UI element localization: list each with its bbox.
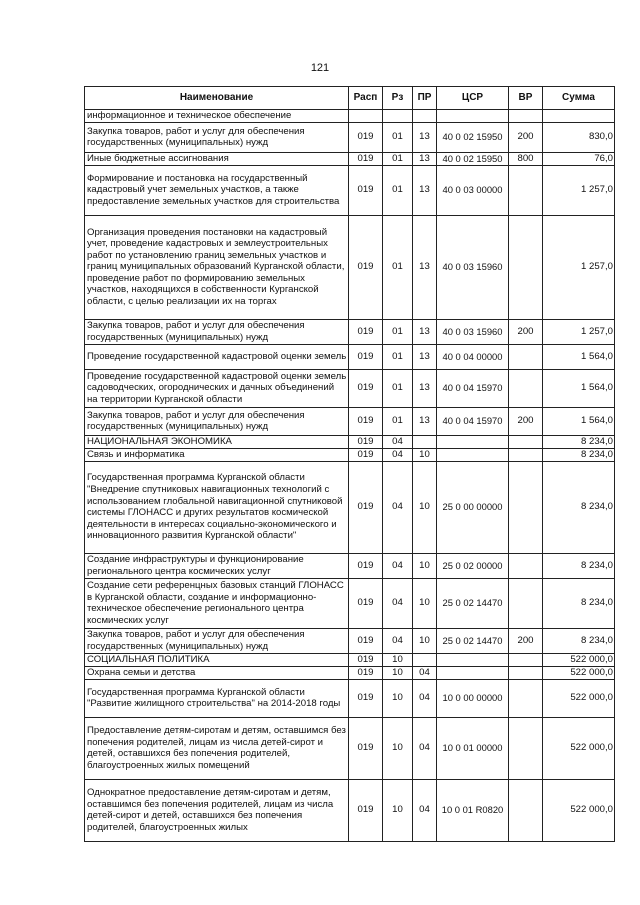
row-sum: 830,0 [543, 122, 615, 152]
row-csr: 10 0 01 R0820 [437, 779, 509, 841]
row-csr: 40 0 03 15960 [437, 319, 509, 344]
row-name: НАЦИОНАЛЬНАЯ ЭКОНОМИКА [85, 435, 349, 448]
row-rasp: 019 [349, 152, 383, 165]
row-name: Закупка товаров, работ и услуг для обеспечения государственных (муниципальных) нужд [85, 319, 349, 344]
table-row [85, 717, 615, 779]
row-vr [509, 344, 543, 369]
row-rz: 01 [383, 122, 413, 152]
row-sum: 522 000,0 [543, 779, 615, 841]
row-vr [509, 215, 543, 319]
table-row [85, 679, 615, 717]
row-rz: 01 [383, 369, 413, 407]
row-csr [437, 653, 509, 666]
row-pr [413, 110, 437, 123]
row-sum: 522 000,0 [543, 653, 615, 666]
row-pr: 10 [413, 461, 437, 553]
row-csr [437, 666, 509, 679]
row-rasp: 019 [349, 407, 383, 435]
row-rasp: 019 [349, 319, 383, 344]
row-rasp: 019 [349, 779, 383, 841]
row-pr: 13 [413, 319, 437, 344]
row-csr: 40 0 04 15970 [437, 407, 509, 435]
table-row [85, 653, 615, 666]
row-sum: 8 234,0 [543, 461, 615, 553]
row-vr [509, 717, 543, 779]
page-number: 121 [310, 62, 330, 74]
table-row [85, 152, 615, 165]
row-rz: 04 [383, 461, 413, 553]
row-rz: 04 [383, 448, 413, 461]
row-pr: 13 [413, 215, 437, 319]
budget-table [84, 86, 615, 842]
row-name: информационное и техническое обеспечение [85, 110, 349, 123]
row-rz: 04 [383, 628, 413, 653]
row-csr: 40 0 02 15950 [437, 152, 509, 165]
row-rasp: 019 [349, 461, 383, 553]
table-row [85, 779, 615, 841]
row-csr [437, 435, 509, 448]
row-sum: 8 234,0 [543, 448, 615, 461]
row-csr: 40 0 04 00000 [437, 344, 509, 369]
row-pr: 04 [413, 666, 437, 679]
row-name: Предоставление детям-сиротам и детям, оставшимся без попечения родителей, лицам из числа детей-сирот и детей, оставшихся без попечения родителей, благоустроенных жилых помещений [85, 717, 349, 779]
row-vr: 200 [509, 319, 543, 344]
row-rz [383, 110, 413, 123]
row-name: Проведение государственной кадастровой оценки земель [85, 344, 349, 369]
row-vr [509, 666, 543, 679]
row-vr [509, 679, 543, 717]
row-pr [413, 653, 437, 666]
row-rasp: 019 [349, 165, 383, 215]
row-vr: 200 [509, 628, 543, 653]
table-row [85, 215, 615, 319]
row-name: СОЦИАЛЬНАЯ ПОЛИТИКА [85, 653, 349, 666]
row-pr: 10 [413, 578, 437, 628]
table-row [85, 319, 615, 344]
row-rasp: 019 [349, 435, 383, 448]
row-sum: 1 564,0 [543, 369, 615, 407]
column-header-rz: Рз [383, 87, 413, 110]
row-rasp: 019 [349, 717, 383, 779]
row-sum: 1 257,0 [543, 215, 615, 319]
row-name: Закупка товаров, работ и услуг для обеспечения государственных (муниципальных) нужд [85, 628, 349, 653]
row-rz: 10 [383, 779, 413, 841]
table-row [85, 165, 615, 215]
row-pr: 04 [413, 779, 437, 841]
table-row [85, 628, 615, 653]
row-pr: 04 [413, 679, 437, 717]
row-rz: 10 [383, 666, 413, 679]
row-vr [509, 653, 543, 666]
row-rasp: 019 [349, 448, 383, 461]
table-row [85, 407, 615, 435]
row-name: Закупка товаров, работ и услуг для обеспечения государственных (муниципальных) нужд [85, 407, 349, 435]
row-csr: 40 0 03 15960 [437, 215, 509, 319]
row-sum: 76,0 [543, 152, 615, 165]
row-rz: 10 [383, 717, 413, 779]
row-rasp: 019 [349, 578, 383, 628]
row-vr [509, 448, 543, 461]
column-header-pr: ПР [413, 87, 437, 110]
row-rz: 01 [383, 319, 413, 344]
row-pr: 04 [413, 717, 437, 779]
column-header-csr: ЦСР [437, 87, 509, 110]
row-name: Государственная программа Курганской области "Внедрение спутниковых навигационных технологий с использованием глобальной навигационной спутниковой системы ГЛОНАСС и других результатов космической деятельности в интересах социально-экономического и инновационного развития Курганской области" [85, 461, 349, 553]
column-header-rasp: Расп [349, 87, 383, 110]
row-pr: 13 [413, 165, 437, 215]
row-csr: 25 0 00 00000 [437, 461, 509, 553]
row-name: Создание инфраструктуры и функционирование регионального центра космических услуг [85, 553, 349, 578]
table-row [85, 578, 615, 628]
row-name: Однократное предоставление детям-сиротам и детям, оставшимся без попечения родителей, лицам из числа детей-сирот и детей, оставшихся без попечения родителей, благоустроенных жилых [85, 779, 349, 841]
row-rz: 01 [383, 407, 413, 435]
row-name: Государственная программа Курганской области "Развитие жилищного строительства" на 2014-2018 годы [85, 679, 349, 717]
row-sum: 8 234,0 [543, 578, 615, 628]
row-rz: 01 [383, 152, 413, 165]
row-rasp [349, 110, 383, 123]
row-vr [509, 435, 543, 448]
row-pr: 10 [413, 553, 437, 578]
table-row [85, 461, 615, 553]
row-pr: 13 [413, 344, 437, 369]
row-rasp: 019 [349, 679, 383, 717]
row-sum: 8 234,0 [543, 435, 615, 448]
row-csr: 40 0 04 15970 [437, 369, 509, 407]
row-rasp: 019 [349, 666, 383, 679]
row-csr: 40 0 02 15950 [437, 122, 509, 152]
row-name: Формирование и постановка на государственный кадастровый учет земельных участков, а также предоставление земельных участков для строительства [85, 165, 349, 215]
row-rasp: 019 [349, 122, 383, 152]
row-name: Создание сети референцных базовых станций ГЛОНАСС в Курганской области, создание и информационно-техническое обеспечение регионального центра космических услуг [85, 578, 349, 628]
row-sum: 522 000,0 [543, 679, 615, 717]
row-pr [413, 435, 437, 448]
row-pr: 13 [413, 122, 437, 152]
row-csr: 40 0 03 00000 [437, 165, 509, 215]
table-row [85, 435, 615, 448]
row-rasp: 019 [349, 653, 383, 666]
row-rasp: 019 [349, 369, 383, 407]
row-sum: 1 257,0 [543, 319, 615, 344]
row-csr [437, 110, 509, 123]
row-vr [509, 369, 543, 407]
table-row [85, 666, 615, 679]
row-sum: 8 234,0 [543, 553, 615, 578]
row-rz: 04 [383, 578, 413, 628]
row-vr [509, 578, 543, 628]
row-rz: 04 [383, 553, 413, 578]
row-rasp: 019 [349, 215, 383, 319]
row-rz: 01 [383, 165, 413, 215]
row-vr [509, 461, 543, 553]
row-name: Закупка товаров, работ и услуг для обеспечения государственных (муниципальных) нужд [85, 122, 349, 152]
table-row [85, 110, 615, 123]
row-rz: 01 [383, 215, 413, 319]
row-rz: 04 [383, 435, 413, 448]
table-row [85, 553, 615, 578]
row-csr: 10 0 01 00000 [437, 717, 509, 779]
row-vr [509, 553, 543, 578]
table-row [85, 448, 615, 461]
row-rz: 10 [383, 653, 413, 666]
row-sum: 8 234,0 [543, 628, 615, 653]
row-rasp: 019 [349, 344, 383, 369]
row-vr [509, 110, 543, 123]
row-pr: 13 [413, 407, 437, 435]
row-sum: 1 564,0 [543, 344, 615, 369]
row-pr: 13 [413, 369, 437, 407]
column-header-vr: ВР [509, 87, 543, 110]
row-sum: 1 564,0 [543, 407, 615, 435]
row-vr [509, 165, 543, 215]
column-header-sum: Сумма [543, 87, 615, 110]
row-csr: 25 0 02 14470 [437, 578, 509, 628]
row-name: Проведение государственной кадастровой оценки земель садоводческих, огороднических и дачных объединений на территории Курганской области [85, 369, 349, 407]
row-sum: 522 000,0 [543, 666, 615, 679]
row-vr: 200 [509, 122, 543, 152]
row-rasp: 019 [349, 553, 383, 578]
row-name: Иные бюджетные ассигнования [85, 152, 349, 165]
row-rz: 10 [383, 679, 413, 717]
table-row [85, 122, 615, 152]
row-pr: 10 [413, 628, 437, 653]
row-csr [437, 448, 509, 461]
row-sum [543, 110, 615, 123]
table-row [85, 344, 615, 369]
row-pr: 10 [413, 448, 437, 461]
table-row [85, 369, 615, 407]
row-pr: 13 [413, 152, 437, 165]
row-csr: 25 0 02 14470 [437, 628, 509, 653]
row-sum: 1 257,0 [543, 165, 615, 215]
row-name: Организация проведения постановки на кадастровый учет, проведение кадастровых и землеустроительных работ по установлению границ земельных участков и границ муниципальных образований Курганской области, проведение работ по формированию земельных участков, находящихся в собственности Курганской области, с целью реализации их на торгах [85, 215, 349, 319]
row-sum: 522 000,0 [543, 717, 615, 779]
row-name: Охрана семьи и детства [85, 666, 349, 679]
row-vr: 200 [509, 407, 543, 435]
row-rasp: 019 [349, 628, 383, 653]
row-csr: 25 0 02 00000 [437, 553, 509, 578]
row-vr: 800 [509, 152, 543, 165]
column-header-name: Наименование [85, 87, 349, 110]
row-rz: 01 [383, 344, 413, 369]
row-name: Связь и информатика [85, 448, 349, 461]
table-header-row [85, 87, 615, 110]
row-csr: 10 0 00 00000 [437, 679, 509, 717]
row-vr [509, 779, 543, 841]
